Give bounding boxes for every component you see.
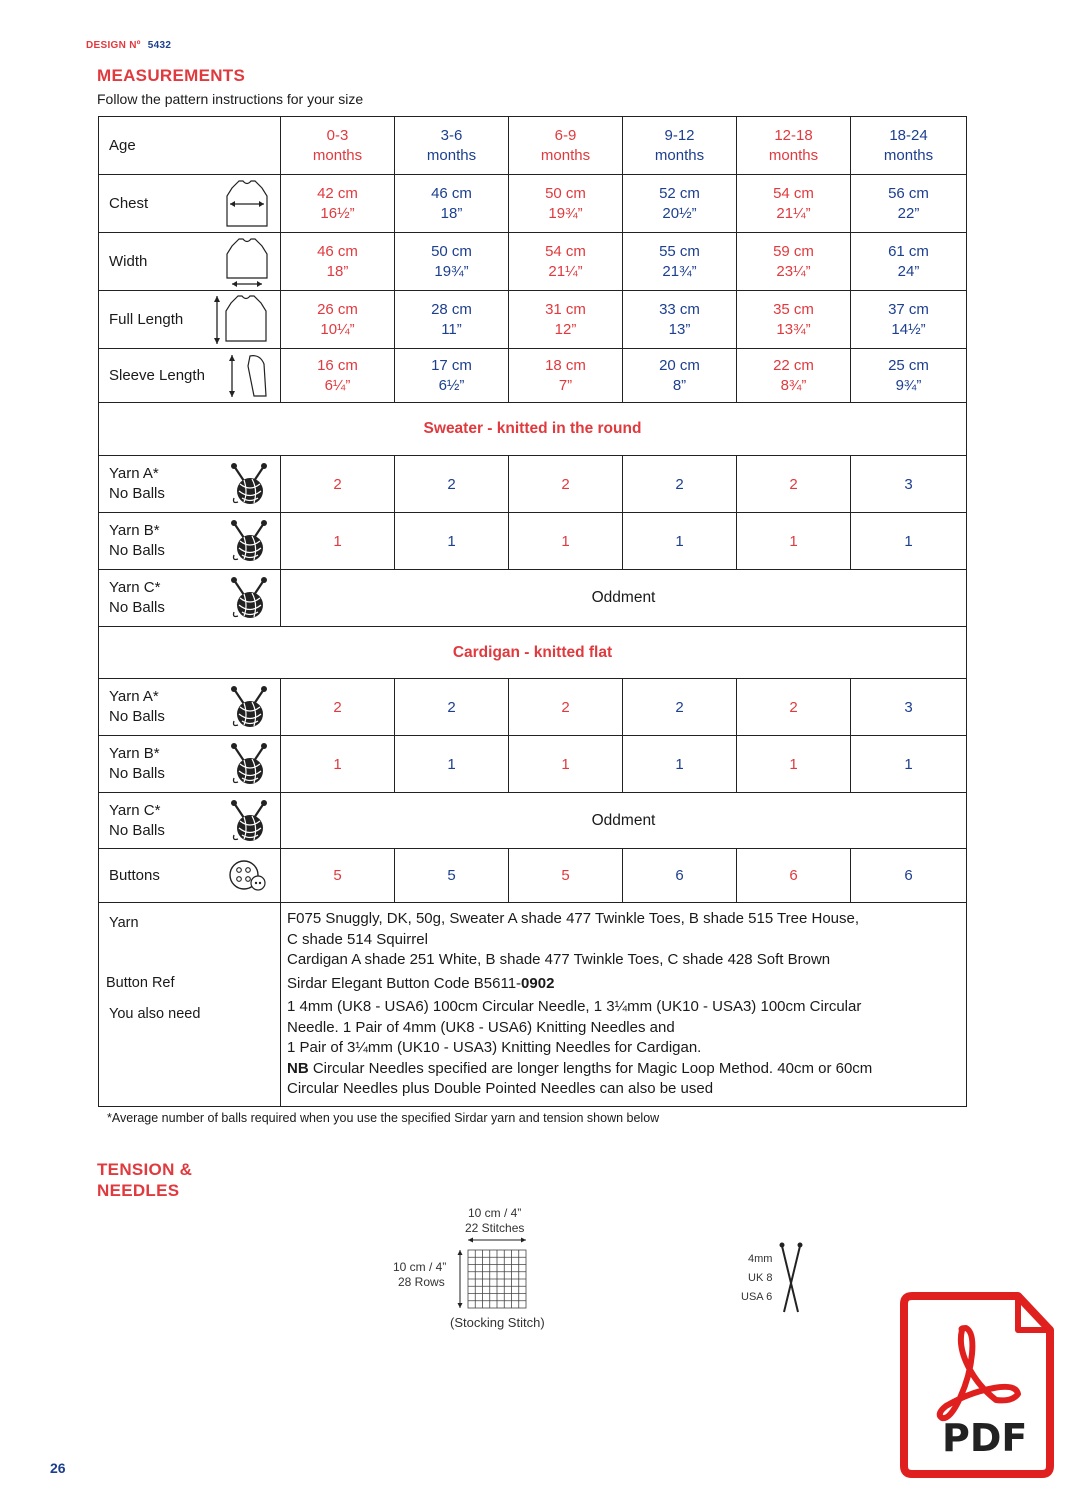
also-need-label: You also need [109,1006,201,1022]
sleeve-length-label: Sleeve Length [99,349,281,403]
chest-row [99,175,967,233]
gauge-grid-icon [454,1236,534,1310]
measurements-table [98,116,967,1107]
buttons-cell: 6 [623,849,737,903]
yarn-ball-icon [230,462,270,506]
gauge-rows-label: 28 Rows [398,1275,445,1289]
cardigan-heading-row [99,627,967,679]
width-cell: 61 cm 24” [851,233,967,291]
yarn-line-2: C shade 514 Squirrel [287,930,428,948]
sweater-yarn-a-label: Yarn A* No Balls [99,456,281,513]
width-cell: 54 cm 21¼” [509,233,623,291]
gauge-stitch-type: (Stocking Stitch) [450,1315,545,1330]
button-ref-text [287,974,958,995]
nb-line-1 [287,1059,958,1080]
design-label: DESIGN Nº [86,40,141,51]
cardigan-yarn-a-row [99,679,967,736]
measurements-title: MEASUREMENTS [97,66,246,85]
chest-cell: 52 cm 20½” [623,175,737,233]
sleeve-length-cell: 25 cm 9¾” [851,349,967,403]
needle-size-diagram [730,1238,820,1318]
cardigan-yarn-a-cell: 2 [395,679,509,736]
sweater-yarn-c-oddment: Oddment [281,570,967,627]
buttons-cell: 5 [395,849,509,903]
size-9-12: 9-12 months [623,117,737,175]
chest-cell: 56 cm 22” [851,175,967,233]
cardigan-yarn-a-cell: 2 [737,679,851,736]
info-labels [99,903,281,1107]
cardigan-yarn-b-label: Yarn B* No Balls [99,736,281,793]
yarn-ball-icon [230,742,270,786]
width-row [99,233,967,291]
size-18-24: 18-24 months [851,117,967,175]
button-ref-code: 0902 [521,974,555,992]
sweater-yarn-b-cell: 1 [509,513,623,570]
yarn-line-3: Cardigan A shade 251 White, B shade 477 Twinkle Toes, C shade 428 Soft Brown [287,951,831,968]
info-text [281,903,967,1107]
width-icon [224,236,270,288]
sleeve-length-cell: 22 cm 8¾” [737,349,851,403]
needle-mm: 4mm [748,1253,773,1265]
buttons-cell: 5 [509,849,623,903]
chest-cell: 50 cm 19¾” [509,175,623,233]
full-length-cell: 26 cm 10¼” [281,291,395,349]
chest-label: Chest [99,175,281,233]
cardigan-yarn-c-oddment: Oddment [281,793,967,849]
buttons-label: Buttons [99,849,281,903]
size-3-6: 3-6 months [395,117,509,175]
full-length-icon [212,293,270,347]
full-length-cell: 28 cm 11” [395,291,509,349]
width-label: Width [99,233,281,291]
buttons-cell: 6 [737,849,851,903]
tension-title-line-2: NEEDLES [97,1181,180,1200]
full-length-row [99,291,967,349]
yarn-line-1: F075 Snuggly, DK, 50g, Sweater A shade 477 Twinkle Toes, B shade 515 Tree House, [287,910,860,927]
pdf-download-badge[interactable] [900,1290,1056,1480]
design-number-header [86,40,171,51]
cardigan-yarn-b-cell: 1 [623,736,737,793]
sweater-yarn-a-cell: 2 [737,456,851,513]
chest-cell: 54 cm 21¼” [737,175,851,233]
cardigan-yarn-c-row [99,793,967,849]
also-line-1: 1 4mm (UK8 - USA6) 100cm Circular Needle, 1 3¼mm (UK10 - USA3) 100cm Circular [287,998,862,1015]
yarn-ball-icon [230,576,270,620]
nb-text: Circular Needles specified are longer lengths for Magic Loop Method. 40cm or 60cm [308,1059,873,1077]
sweater-yarn-a-cell: 2 [623,456,737,513]
yarn-ball-icon [230,519,270,563]
cardigan-yarn-a-cell: 3 [851,679,967,736]
sleeve-length-cell: 20 cm 8” [623,349,737,403]
cardigan-yarn-b-cell: 1 [281,736,395,793]
sleeve-length-cell: 17 cm 6½” [395,349,509,403]
sweater-heading: Sweater - knitted in the round [99,403,967,456]
also-line-3: 1 Pair of 3¼mm (UK10 - USA3) Knitting Needles for Cardigan. [287,1039,702,1056]
info-row [99,903,967,1107]
tension-gauge-diagram [380,1200,580,1340]
sweater-yarn-b-cell: 1 [623,513,737,570]
sweater-yarn-b-cell: 1 [737,513,851,570]
buttons-cell: 6 [851,849,967,903]
cardigan-yarn-c-label: Yarn C* No Balls [99,793,281,849]
buttons-cell: 5 [281,849,395,903]
also-line-2: Needle. 1 Pair of 4mm (UK8 - USA6) Knitting Needles and [287,1018,675,1036]
sweater-yarn-a-row [99,456,967,513]
sweater-heading-row [99,403,967,456]
tension-title-line-1: TENSION & [97,1160,193,1179]
sweater-yarn-b-cell: 1 [851,513,967,570]
age-label: Age [99,117,281,175]
cardigan-yarn-b-cell: 1 [509,736,623,793]
yarn-ball-icon [230,799,270,843]
sweater-yarn-a-cell: 2 [509,456,623,513]
size-0-3: 0-3 months [281,117,395,175]
needle-usa: USA 6 [741,1291,773,1303]
size-6-9: 6-9 months [509,117,623,175]
sweater-yarn-a-cell: 2 [395,456,509,513]
cardigan-yarn-b-cell: 1 [395,736,509,793]
full-length-cell: 37 cm 14½” [851,291,967,349]
width-cell: 50 cm 19¾” [395,233,509,291]
cardigan-heading: Cardigan - knitted flat [99,627,967,679]
chest-icon [224,178,270,230]
full-length-cell: 31 cm 12” [509,291,623,349]
chest-cell: 42 cm 16½” [281,175,395,233]
sleeve-length-cell: 18 cm 7” [509,349,623,403]
tension-title [97,1159,192,1201]
design-number: 5432 [147,40,172,51]
sweater-yarn-b-label: Yarn B* No Balls [99,513,281,570]
sweater-yarn-a-cell: 3 [851,456,967,513]
sweater-yarn-b-cell: 1 [395,513,509,570]
sleeve-length-cell: 16 cm 6¼” [281,349,395,403]
button-icon [228,859,270,893]
measurements-subtitle: Follow the pattern instructions for your size [97,91,364,107]
cardigan-yarn-b-cell: 1 [851,736,967,793]
sweater-yarn-c-label: Yarn C* No Balls [99,570,281,627]
full-length-cell: 35 cm 13¾” [737,291,851,349]
gauge-width-label: 10 cm / 4” [468,1206,522,1220]
age-row [99,117,967,175]
full-length-label: Full Length [99,291,281,349]
buttons-row [99,849,967,903]
sleeve-length-row [99,349,967,403]
page-number: 26 [50,1460,66,1476]
sweater-yarn-c-row [99,570,967,627]
yarn-info-label: Yarn [109,915,139,931]
size-12-18: 12-18 months [737,117,851,175]
cardigan-yarn-a-cell: 2 [509,679,623,736]
needle-uk: UK 8 [748,1272,773,1284]
pdf-label: PDF [942,1416,1028,1460]
width-cell: 46 cm 18” [281,233,395,291]
cardigan-yarn-a-label: Yarn A* No Balls [99,679,281,736]
width-cell: 55 cm 21¾” [623,233,737,291]
width-cell: 59 cm 23¼” [737,233,851,291]
button-ref-label: Button Ref [106,975,175,991]
gauge-stitches-label: 22 Stitches [465,1221,525,1235]
footnote: *Average number of balls required when you use the specified Sirdar yarn and tension shown below [107,1111,660,1125]
sweater-yarn-a-cell: 2 [281,456,395,513]
full-length-cell: 33 cm 13” [623,291,737,349]
gauge-height-label: 10 cm / 4” [393,1260,447,1274]
sleeve-length-icon [226,352,270,400]
cardigan-yarn-b-row [99,736,967,793]
nb-label: NB [287,1059,309,1077]
chest-cell: 46 cm 18” [395,175,509,233]
cardigan-yarn-b-cell: 1 [737,736,851,793]
nb-line-2: Circular Needles plus Double Pointed Needles can also be used [287,1080,714,1097]
cardigan-yarn-a-cell: 2 [623,679,737,736]
knitting-needles-icon [778,1240,804,1314]
sweater-yarn-b-row [99,513,967,570]
button-ref-prefix: Sirdar Elegant Button Code B5611- [287,974,522,992]
cardigan-yarn-a-cell: 2 [281,679,395,736]
sweater-yarn-b-cell: 1 [281,513,395,570]
yarn-ball-icon [230,685,270,729]
